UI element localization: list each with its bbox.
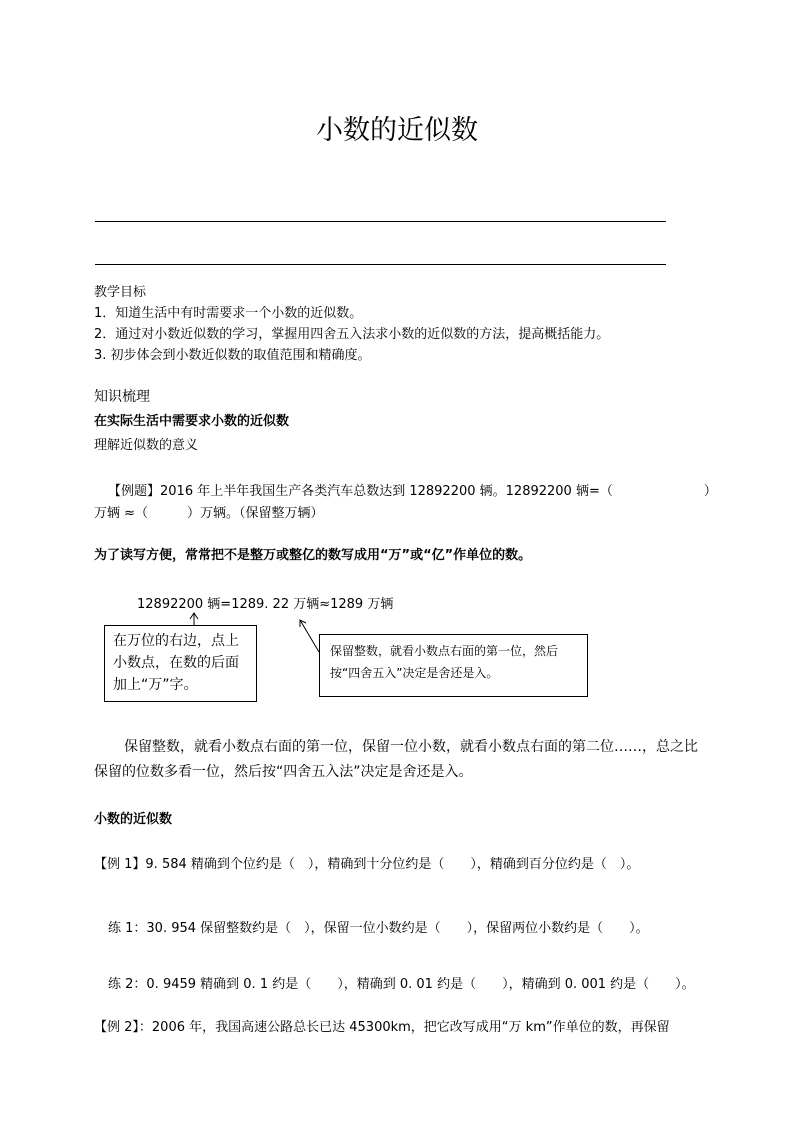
paragraph-line-1: 保留整数，就看小数点右面的第一位，保留一位小数，就看小数点右面的第二位……，总之比 <box>124 739 698 755</box>
callout-right: 保留整数，就看小数点右面的第一位，然后按“四舍五入”决定是舍还是入。 <box>319 634 588 697</box>
section-heading-2: 小数的近似数 <box>94 812 173 827</box>
rule-statement: 为了读写方便，常常把不是整万或整亿的数写成用“万”或“亿”作单位的数。 <box>94 548 532 563</box>
goals-heading: 教学目标 <box>94 285 147 300</box>
example-2: 【例 2】：2006 年，我国高速公路总长已达 45300km，把它改写成用“万 km”作单位的数，再保留 <box>94 1020 670 1035</box>
practice-1: 练 1：30. 954 保留整数约是（ ），保留一位小数约是（ ），保留两位小数约是（ ）。 <box>108 921 649 936</box>
goal-item-1: 1．知道生活中有时需要求一个小数的近似数。 <box>94 306 363 321</box>
goal-item-3: 3. 初步体会到小数近似数的取值范围和精确度。 <box>94 348 371 363</box>
goal-item-2: 2．通过对小数近似数的学习，掌握用四舍五入法求小数的近似数的方法，提高概括能力。 <box>94 327 610 342</box>
equation: 12892200 辆=1289. 22 万辆≈1289 万辆 <box>137 597 394 612</box>
example-1: 【例 1】9. 584 精确到个位约是（ ），精确到十分位约是（ ），精确到百分位约是（ ）。 <box>94 857 640 872</box>
knowledge-subheading: 在实际生活中需要求小数的近似数 <box>94 414 290 429</box>
right-arrow-line <box>300 620 319 652</box>
practice-2: 练 2：0. 9459 精确到 0. 1 约是（ ），精确到 0. 01 约是（ ），精确到 0. 001 约是（ ）。 <box>108 977 695 992</box>
example-line-2: 万辆 ≈（ ）万辆。（保留整万辆） <box>94 506 324 521</box>
page-title: 小数的近似数 <box>316 115 478 146</box>
callout-left: 在万位的右边，点上小数点，在数的后面加上“万”字。 <box>104 625 257 702</box>
knowledge-heading: 知识梳理 <box>94 389 150 405</box>
knowledge-intro: 理解近似数的意义 <box>94 438 199 453</box>
paragraph-line-2: 保留的位数多看一位，然后按“四舍五入法”决定是舍还是入。 <box>94 764 473 780</box>
example-line-1: 【例题】2016 年上半年我国生产各类汽车总数达到 12892200 辆。12892200 辆=（ ） <box>108 484 717 499</box>
